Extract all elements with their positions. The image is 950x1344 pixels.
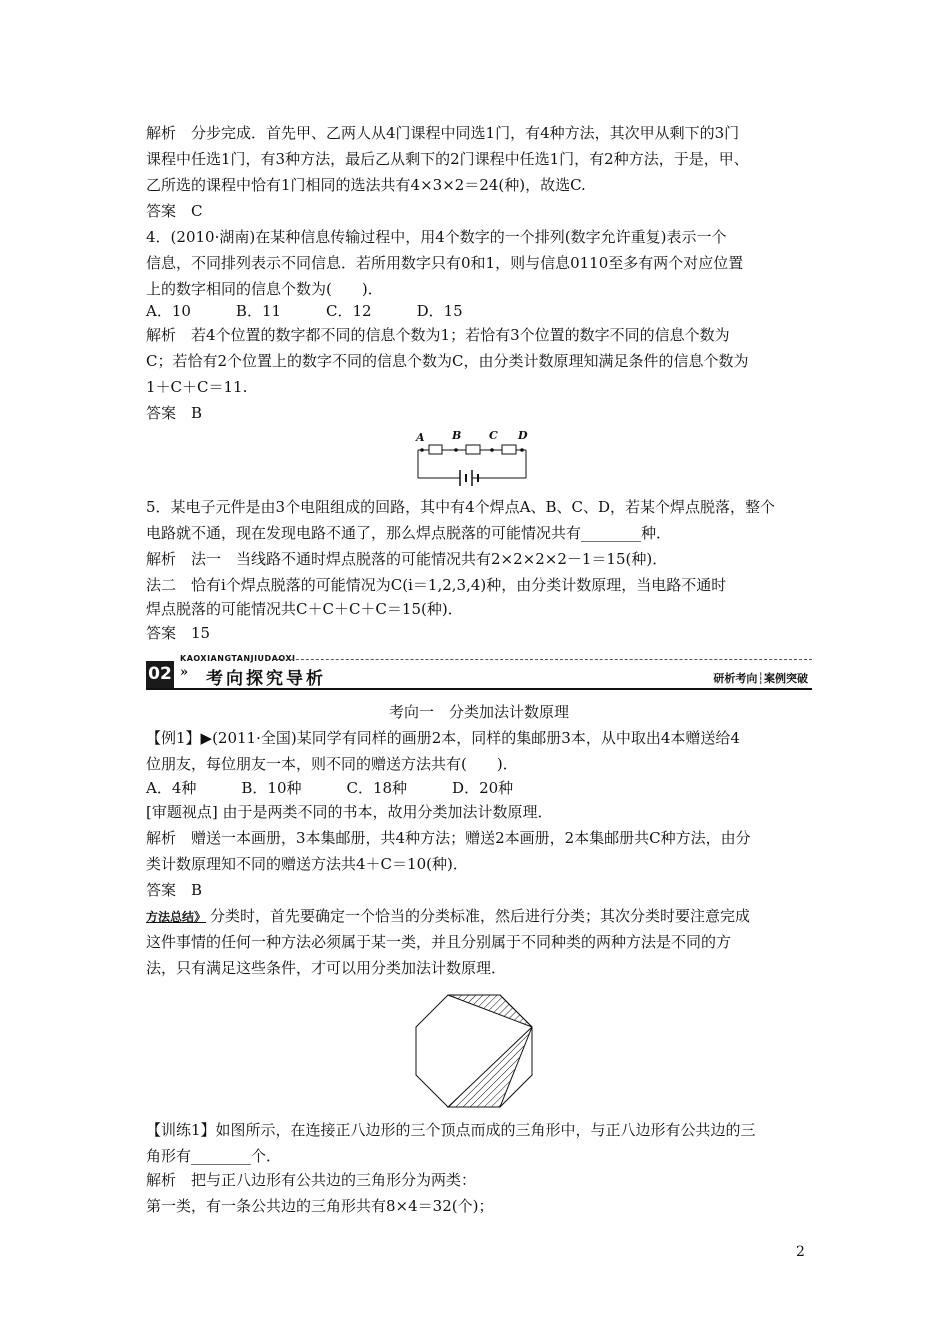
section-banner: [146, 655, 812, 689]
answer-line: 答案 15: [146, 624, 211, 642]
problem-5-text: 5．某电子元件是由3个电阻组成的回路，其中有4个焊点A、B、C、D，若某个焊点脱落，整个: [146, 498, 775, 516]
solution-line: 解析 法一 当线路不通时焊点脱落的可能情况共有2×2×2×2－1＝15(种)．: [146, 550, 668, 568]
solution-line: 焊点脱落的可能情况共C＋C＋C＋C＝15(种)．: [146, 600, 463, 618]
review-viewpoint: [审题视点] 由于是两类不同的书本，故用分类加法计数原理．: [146, 803, 553, 821]
method-summary-tag: 方法总结》: [146, 910, 207, 924]
page-number: 2: [796, 1244, 805, 1260]
solution-line: 课程中任选1门，有3种方法，最后乙从剩下的2门课程中任选1门，有2种方法，于是，甲、: [146, 150, 749, 168]
section-number: 02: [146, 661, 174, 688]
circuit-label-b: B: [452, 429, 462, 442]
section-arrow-icon: »: [180, 665, 189, 680]
circuit-label-d: D: [518, 429, 528, 442]
method-summary-line: 这件事情的任何一种方法必须属于某一类，并且分别属于不同种类的两种方法是不同的方: [146, 933, 732, 951]
solution-line: 第一类，有一条公共边的三角形共有8×4＝32(个)；: [146, 1197, 494, 1215]
circuit-label-c: C: [489, 429, 498, 442]
method-summary-line: [146, 903, 812, 930]
circuit-diagram: [412, 428, 534, 488]
section-pinyin: KAOXIANGTANJIUDAOXI: [180, 654, 296, 663]
example-1-text: 位朋友，每位朋友一本，则不同的赠送方法共有( )．: [146, 755, 518, 773]
example-1-text: 【例1】▶(2011·全国)某同学有同样的画册2本，同样的集邮册3本，从中取出4本赠送给4: [146, 729, 740, 747]
training-1-text: 角形有________个．: [146, 1147, 282, 1165]
method-summary-line: 法，只有满足这些条件，才可以用分类加法计数原理．: [146, 959, 507, 977]
problem-4-options: A．10 B．11 C．12 D．15: [146, 302, 463, 320]
solution-line: 乙所选的课程中恰有1门相同的选法共有4×3×2＝24(种)，故选C.: [146, 176, 586, 194]
problem-4-text: 上的数字相同的信息个数为( )．: [146, 280, 383, 298]
problem-4-text: 4．(2010·湖南)在某种信息传输过程中，用4个数字的一个排列(数字允许重复)表示一个: [146, 228, 727, 246]
section-subtitle: 研析考向┆案例突破: [713, 672, 808, 685]
banner-dashed-rule: [276, 659, 812, 660]
example-1-options: A．4种 B．10种 C．18种 D．20种: [146, 779, 514, 797]
solution-line: 解析 把与正八边形有公共边的三角形分为两类：: [146, 1171, 477, 1189]
solution-line: C；若恰有2个位置上的数字不同的信息个数为C，由分类计数原理知满足条件的信息个数为: [146, 352, 749, 370]
problem-5-text: 电路就不通，现在发现电路不通了，那么焊点脱落的可能情况共有________种．: [146, 524, 672, 542]
solution-line: 解析 分步完成．首先甲、乙两人从4门课程中同选1门，有4种方法，其次甲从剩下的3门: [146, 124, 740, 142]
solution-line: 解析 若4个位置的数字都不同的信息个数为1；若恰有3个位置的数字不同的信息个数为: [146, 326, 730, 344]
solution-line: 1＋C＋C＝11.: [146, 378, 248, 396]
octagon-diagram: [414, 993, 534, 1109]
circuit-label-a: A: [416, 431, 425, 444]
solution-line: 法二 恰有i个焊点脱落的可能情况为C(i＝1,2,3,4)种，由分类计数原理，当电路不通时: [146, 576, 727, 594]
solution-line: 类计数原理知不同的赠送方法共4＋C＝10(种)．: [146, 855, 468, 873]
answer-line: 答案 C: [146, 202, 203, 220]
subsection-heading: 考向一 分类加法计数原理: [388, 703, 569, 721]
training-1-text: 【训练1】如图所示，在连接正八边形的三个顶点而成的三角形中，与正八边形有公共边的三: [146, 1121, 756, 1139]
method-summary-text: 分类时，首先要确定一个恰当的分类标准，然后进行分类；其次分类时要注意完成: [210, 907, 751, 925]
problem-4-text: 信息，不同排列表示不同信息．若所用数字只有0和1，则与信息0110至多有两个对应位置: [146, 254, 744, 272]
banner-rule: [146, 688, 812, 690]
solution-line: 解析 赠送一本画册，3本集邮册，共4种方法；赠送2本画册，2本集邮册共C种方法，由分: [146, 829, 751, 847]
section-title: 考向探究导析: [206, 669, 326, 689]
answer-line: 答案 B: [146, 881, 203, 899]
answer-line: 答案 B: [146, 404, 203, 422]
